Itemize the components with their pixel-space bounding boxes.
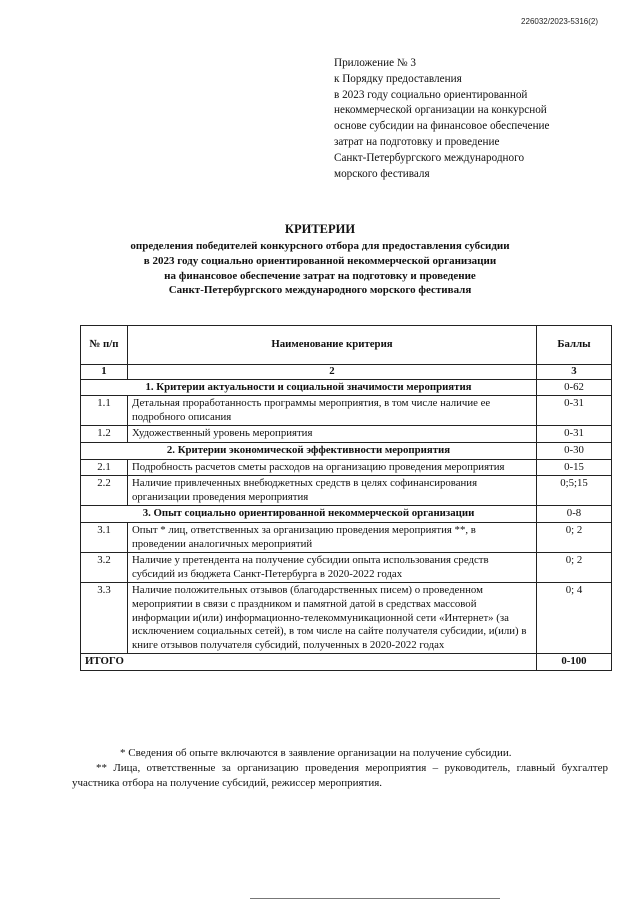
appendix-line: к Порядку предоставления [334,72,462,85]
table-header-row [81,326,612,365]
table-row [81,476,612,506]
appendix-line: в 2023 году социально ориентированной [334,88,528,101]
table-row [81,583,612,654]
criterion-name: Наличие положительных отзывов (благодарственных писем) о проведенном мероприятии в связи с праздником и памятной датой в средствах массовой информации и(или) информационно-телекоммуникационной сети «Интернет» (за исключением социальных сетей), в том числе на сайте получателя субсидии, и(или) в книге отзывов получателя субсидий, полученных в 2020-2022 годах [128,583,537,654]
document-title: КРИТЕРИИ [284,222,356,236]
criterion-name: Опыт * лиц, ответственных за организацию проведения мероприятия **, в проведении аналогичных мероприятий [128,522,537,552]
column-index: 3 [537,365,612,380]
section-title: 2. Критерии экономической эффективности мероприятия [81,442,537,459]
appendix-line: основе субсидии на финансовое обеспечение [334,120,550,133]
column-index-row [81,365,612,380]
subtitle-line: определения победителей конкурсного отбора для предоставления субсидии [130,240,510,252]
criteria-table [80,325,612,671]
table-row [81,396,612,426]
criterion-number: 3.1 [81,522,128,552]
total-row [81,654,612,671]
criterion-number: 2.1 [81,459,128,476]
total-score: 0-100 [537,654,612,671]
criterion-name: Наличие у претендента на получение субсидии опыта использования средств субсидий из бюджета Санкт-Петербурга в 2020-2022 годах [128,553,537,583]
column-index: 2 [128,365,537,380]
column-index: 1 [81,365,128,380]
page-divider [250,898,500,899]
document-heading [0,222,640,298]
total-label: ИТОГО [81,654,537,671]
criterion-score: 0-31 [537,396,612,426]
section-score: 0-8 [537,506,612,523]
criterion-number: 1.2 [81,426,128,443]
appendix-line: Санкт-Петербургского международного [334,151,525,164]
criterion-score: 0-31 [537,426,612,443]
document-code: 226032/2023-5316(2) [521,17,598,26]
criterion-score: 0; 4 [537,583,612,654]
appendix-line: некоммерческой организации на конкурсной [334,104,547,117]
table-row [81,459,612,476]
footnote: ** Лица, ответственные за организацию проведения мероприятия – руководитель, главный бухгалтер участника отбора на получение субсидий, режиссер мероприятия. [72,762,608,789]
subtitle-line: Санкт-Петербургского международного морского фестиваля [168,284,472,297]
subtitle-line: в 2023 году социально ориентированной некоммерческой организации [143,254,497,267]
header-name: Наименование критерия [128,326,537,365]
section-title: 3. Опыт социально ориентированной некоммерческой организации [81,506,537,523]
criterion-score: 0-15 [537,459,612,476]
table-row [81,522,612,552]
section-score: 0-62 [537,379,612,396]
header-num: № п/п [81,326,128,365]
appendix-line: затрат на подготовку и проведение [334,135,500,148]
appendix-line: Приложение № 3 [334,57,416,69]
criterion-name: Художественный уровень мероприятия [128,426,537,443]
criterion-number: 2.2 [81,476,128,506]
criterion-number: 3.3 [81,583,128,654]
header-score: Баллы [537,326,612,365]
criterion-score: 0; 2 [537,553,612,583]
criterion-number: 3.2 [81,553,128,583]
subtitle-line: на финансовое обеспечение затрат на подготовку и проведение [164,269,476,282]
criterion-score: 0; 2 [537,522,612,552]
footnotes [72,746,608,791]
appendix-block [334,56,624,182]
section-score: 0-30 [537,442,612,459]
table-row [81,426,612,443]
criterion-name: Наличие привлеченных внебюджетных средств в целях софинансирования организации проведения мероприятия [128,476,537,506]
appendix-line: морского фестиваля [334,167,430,180]
table-row [81,553,612,583]
criterion-score: 0;5;15 [537,476,612,506]
criterion-name: Детальная проработанность программы мероприятия, в том числе наличие ее подробного описания [128,396,537,426]
footnote: * Сведения об опыте включаются в заявление организации на получение субсидии. [120,747,512,759]
section-title: 1. Критерии актуальности и социальной значимости мероприятия [81,379,537,396]
section-row [81,379,612,396]
section-row [81,506,612,523]
section-row [81,442,612,459]
criterion-number: 1.1 [81,396,128,426]
criterion-name: Подробность расчетов сметы расходов на организацию проведения мероприятия [128,459,537,476]
